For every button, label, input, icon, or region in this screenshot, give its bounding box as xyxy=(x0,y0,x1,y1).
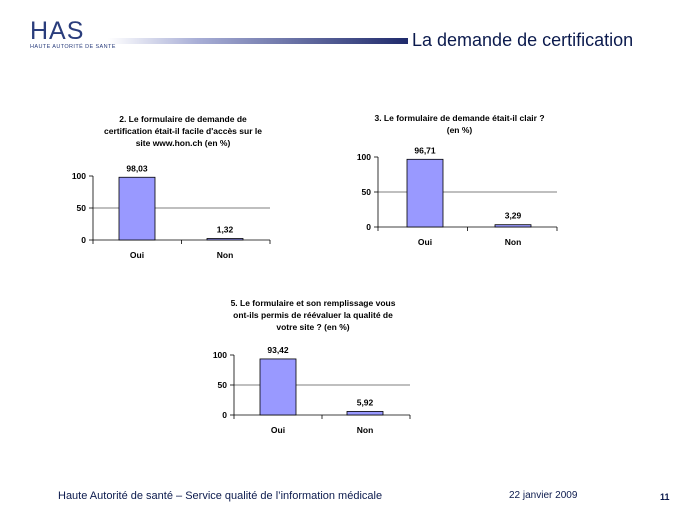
x-tick-label: Non xyxy=(216,250,234,260)
y-tick-label: 0 xyxy=(222,410,227,420)
logo-mark: HAS xyxy=(30,17,85,45)
y-tick-label: 50 xyxy=(217,380,227,390)
y-tick-label: 0 xyxy=(81,235,86,245)
y-tick-label: 50 xyxy=(76,203,86,213)
x-tick-label: Oui xyxy=(270,425,286,435)
data-label: 96,71 xyxy=(414,145,436,156)
y-tick-label: 100 xyxy=(212,350,227,360)
x-tick-label: Oui xyxy=(417,237,433,247)
page-number: 11 xyxy=(660,492,670,502)
y-tick-label: 50 xyxy=(361,187,371,197)
data-label: 98,03 xyxy=(126,163,148,174)
y-tick-label: 0 xyxy=(366,222,371,232)
chart-3-title: 5. Le formulaire et son remplissage vous ont-ils permis de réévaluer la qualité de votre site ? (en %) xyxy=(230,298,396,332)
data-label: 1,32 xyxy=(216,224,234,235)
data-label: 3,29 xyxy=(504,210,522,221)
data-label: 5,92 xyxy=(356,397,374,408)
y-tick-label: 100 xyxy=(356,152,371,162)
chart-2-title: 3. Le formulaire de demande était-il clair ? (en %) xyxy=(374,113,545,135)
slide-title: La demande de certification xyxy=(412,30,634,50)
y-tick-label: 100 xyxy=(71,171,86,181)
logo-subtitle: HAUTE AUTORITÉ DE SANTÉ xyxy=(30,44,116,50)
x-tick-label: Non xyxy=(356,425,374,435)
bar-non xyxy=(347,411,383,415)
data-label: 93,42 xyxy=(267,344,289,355)
x-tick-label: Oui xyxy=(129,250,145,260)
x-tick-label: Non xyxy=(504,237,522,247)
chart-1-title: 2. Le formulaire de demande de certification était-il facile d'accès sur le site www.hon.ch (en %) xyxy=(104,114,262,148)
footer-date: 22 janvier 2009 xyxy=(509,490,578,501)
footer-organization: Haute Autorité de santé – Service qualité de l’information médicale xyxy=(58,490,383,502)
bar-oui xyxy=(260,359,296,415)
